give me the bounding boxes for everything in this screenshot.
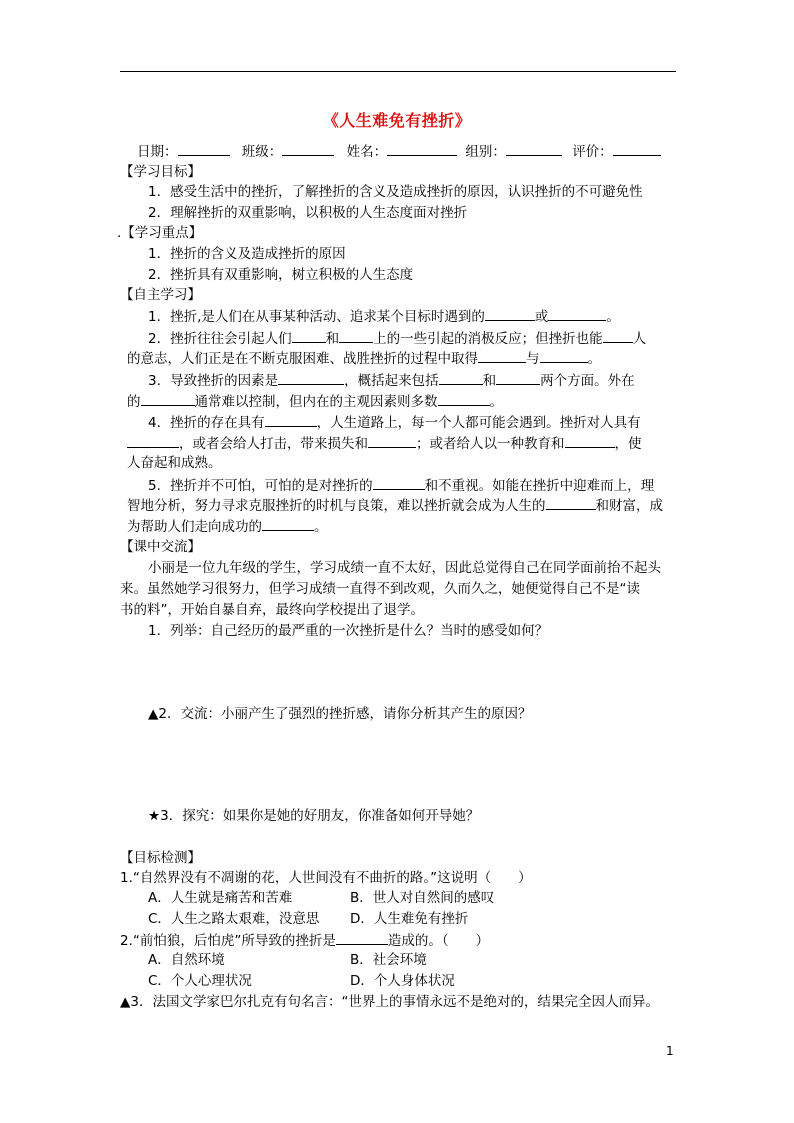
- self-q2-cont: [127, 348, 601, 369]
- text: 的: [127, 394, 141, 410]
- text: ，使: [614, 436, 642, 452]
- self-q3: [148, 370, 635, 391]
- self-q3-cont: [127, 391, 503, 412]
- text: 5．挫折并不可怕，可怕的是对挫折的: [148, 478, 373, 494]
- group-label: 组别：: [465, 144, 506, 160]
- answer-blank[interactable]: [368, 433, 416, 448]
- answer-blank[interactable]: [336, 930, 388, 945]
- section-talk: 【课中交流】: [120, 539, 201, 555]
- story-line: 小丽是一位九年级的学生，学习成绩一直不太好，因此总觉得自己在同学面前抬不起头: [148, 560, 661, 576]
- self-q1: [148, 306, 620, 327]
- goal-item: 2．理解挫折的双重影响，以积极的人生态度面对挫折: [148, 205, 468, 221]
- text: 造成的。（ ）: [387, 933, 490, 949]
- story-line: 来。虽然她学习很努力，但学习成绩一直得不到改观，久而久之，她便觉得自己不是“读: [120, 581, 640, 597]
- text: 。: [314, 519, 328, 535]
- answer-blank[interactable]: [278, 370, 344, 385]
- option-c[interactable]: C．人生之路太艰难，没意思: [148, 911, 320, 927]
- group-field[interactable]: [506, 141, 562, 156]
- option-c[interactable]: C．个人心理状况: [148, 973, 252, 989]
- text: 。: [606, 309, 620, 325]
- answer-blank[interactable]: [546, 495, 596, 510]
- text: ，概括起来包括: [344, 373, 439, 389]
- talk-question-1: 1．列举：自己经历的最严重的一次挫折是什么？当时的感受如何？: [148, 623, 549, 639]
- option-d[interactable]: D．人生难免有挫折: [350, 911, 469, 927]
- eval-label: 评价：: [572, 144, 613, 160]
- answer-blank[interactable]: [141, 391, 195, 406]
- answer-blank[interactable]: [265, 412, 317, 427]
- text: 智地分析，努力寻求克服挫折的时机与良策，难以挫折就会成为人生的: [127, 498, 546, 514]
- text: 2.“前怕狼，后怕虎”所导致的挫折是: [120, 933, 336, 949]
- key-item: 1．挫折的含义及造成挫折的原因: [148, 246, 346, 262]
- section-key: .【学习重点】: [117, 225, 203, 241]
- header-rule: [120, 71, 676, 72]
- answer-blank[interactable]: [548, 306, 606, 321]
- goal-item: 1．感受生活中的挫折，了解挫折的含义及造成挫折的原因，认识挫折的不可避免性: [148, 184, 643, 200]
- name-label: 姓名：: [346, 144, 388, 160]
- text: 4．挫折的存在具有: [148, 415, 265, 431]
- self-q4: [148, 412, 641, 433]
- answer-blank[interactable]: [127, 433, 179, 448]
- self-q2: [148, 328, 646, 349]
- self-q5-cont: [127, 495, 663, 516]
- option-a[interactable]: A．自然环境: [148, 952, 225, 968]
- text: 1．挫折,是人们在从事某种活动、追求某个目标时遇到的: [148, 309, 485, 325]
- text: 。: [587, 351, 601, 367]
- test-question-3: ▲3．法国文学家巴尔扎克有句名言：“世界上的事情永远不是绝对的，结果完全因人而异。: [120, 994, 659, 1010]
- eval-field[interactable]: [613, 141, 661, 156]
- text: 3．导致挫折的因素是: [148, 373, 279, 389]
- text: 通常难以控制，但内在的主观因素则多数: [194, 394, 438, 410]
- page-number: 1: [666, 1044, 674, 1058]
- answer-blank[interactable]: [262, 516, 314, 531]
- text: 2．挫折往往会引起人们: [148, 331, 292, 347]
- option-b[interactable]: B．世人对自然间的感叹: [350, 890, 495, 906]
- self-q4-cont: [127, 433, 642, 454]
- name-field[interactable]: [387, 141, 457, 156]
- class-field[interactable]: [282, 141, 334, 156]
- class-label: 班级：: [241, 144, 283, 160]
- section-goals: 【学习目标】: [120, 164, 201, 180]
- info-line: [137, 141, 661, 162]
- answer-blank[interactable]: [292, 328, 326, 343]
- answer-blank[interactable]: [496, 370, 540, 385]
- answer-blank[interactable]: [339, 328, 373, 343]
- option-d[interactable]: D．个人身体状况: [350, 973, 455, 989]
- text: 的意志，人们正是在不断克服困难、战胜挫折的过程中取得: [127, 351, 478, 367]
- answer-blank[interactable]: [439, 370, 483, 385]
- option-a[interactable]: A．人生就是痛苦和苦难: [148, 890, 293, 906]
- text: 为帮助人们走向成功的: [127, 519, 262, 535]
- story-line: 书的料”，开始自暴自弃，最终向学校提出了退学。: [120, 602, 424, 618]
- text: 两个方面。外在: [540, 373, 635, 389]
- section-self: 【自主学习】: [120, 287, 201, 303]
- text: 与: [526, 351, 540, 367]
- answer-blank[interactable]: [603, 328, 633, 343]
- talk-question-3: ★3．探究：如果你是她的好朋友，你准备如何开导她？: [148, 808, 480, 824]
- text: 和: [325, 331, 340, 347]
- self-q5: [148, 475, 654, 496]
- text: ；或者给人以一种教育和: [416, 436, 565, 452]
- option-b[interactable]: B．社会环境: [350, 952, 427, 968]
- answer-blank[interactable]: [485, 306, 535, 321]
- text: 和不重视。如能在挫折中迎难而上，理: [424, 478, 655, 494]
- answer-blank[interactable]: [565, 433, 615, 448]
- answer-blank[interactable]: [438, 391, 490, 406]
- answer-blank[interactable]: [373, 475, 425, 490]
- test-question-1: 1.“自然界没有不凋谢的花，人世间没有不曲折的路。”这说明（ ）: [120, 870, 532, 886]
- section-test: 【目标检测】: [120, 850, 201, 866]
- answer-blank[interactable]: [540, 348, 588, 363]
- text: 人: [632, 331, 647, 347]
- test-question-2: [120, 930, 489, 951]
- text: 上的一些引起的消极反应；但挫折也能: [373, 331, 603, 347]
- text: ，或者会给人打击，带来损失和: [179, 436, 368, 452]
- text: 。: [489, 394, 503, 410]
- text: 或: [534, 309, 549, 325]
- date-label: 日期：: [137, 144, 178, 160]
- self-q4-end: 人奋起和成熟。: [127, 455, 222, 471]
- answer-blank[interactable]: [478, 348, 526, 363]
- text: 和: [482, 373, 497, 389]
- text: ，人生道路上，每一个人都可能会遇到。挫折对人具有: [316, 415, 641, 431]
- key-item: 2．挫折具有双重影响，树立积极的人生态度: [148, 267, 414, 283]
- text: 和财富，成: [595, 498, 663, 514]
- talk-question-2: ▲2．交流：小丽产生了强烈的挫折感，请你分析其产生的原因？: [148, 706, 532, 722]
- self-q5-end: [127, 516, 328, 537]
- date-field[interactable]: [178, 141, 230, 156]
- page-title: 《人生难免有挫折》: [322, 111, 472, 130]
